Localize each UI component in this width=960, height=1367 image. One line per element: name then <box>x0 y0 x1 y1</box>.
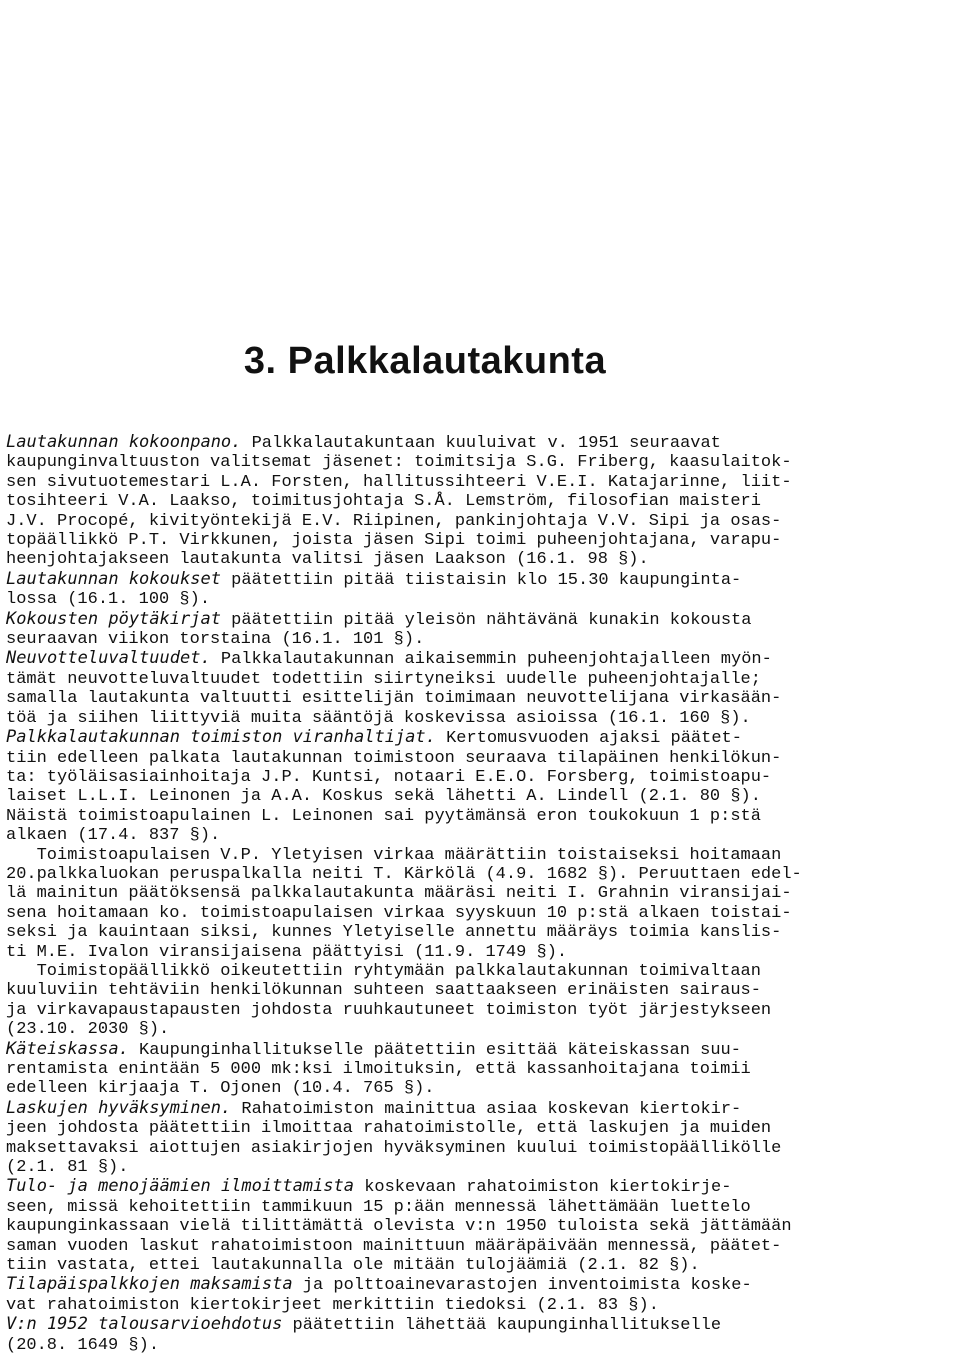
text-line <box>6 1079 951 1098</box>
line-text: seen, missä kehoitettiin tammikuun 15 p:ään mennessä lähettämään luettelo <box>6 1197 751 1217</box>
text-line <box>6 492 951 511</box>
line-text: Kaupunginhallitukselle päätettiin esittää käteiskassan suu- <box>128 1040 741 1060</box>
line-text: ti M.E. Ivalon viransijaisena päättyisi (11.9. 1749 §). <box>6 942 568 962</box>
text-line <box>6 1296 951 1315</box>
line-text: Palkkalautakunnan aikaisemmin puheenjohtajalleen myön- <box>210 650 772 670</box>
line-text: jeen johdosta päätettiin ilmoittaa rahatoimistolle, että laskujen ja muiden <box>6 1119 772 1139</box>
text-line <box>6 865 951 884</box>
text-line <box>6 1158 951 1177</box>
section-heading: Käteiskassa. <box>6 1038 129 1059</box>
text-line <box>6 1275 951 1295</box>
line-text: Palkkalautakuntaan kuuluivat v. 1951 seuraavat <box>241 434 721 453</box>
line-text: Rahatoimiston mainittua asiaa koskevan kiertokir- <box>231 1099 742 1119</box>
text-line <box>6 1237 951 1256</box>
text-line <box>6 570 951 590</box>
text-line <box>6 904 951 923</box>
text-line <box>6 1256 951 1275</box>
line-text: sen sivutuotemestari L.A. Forsten, hallitussihteeri V.E.I. Katajarinne, liit- <box>6 472 792 492</box>
line-text: kaupunginvaltuuston valitsemat jäsenet: toimitsija S.G. Friberg, kaasulaitok- <box>6 453 792 473</box>
text-line <box>6 709 951 728</box>
document-body <box>6 433 951 1355</box>
line-text: päätettiin pitää yleisön nähtävänä kunakin kokousta <box>220 610 752 630</box>
line-text: J.V. Procopé, kivityöntekijä E.V. Riipinen, pankinjohtaja V.V. Sipi ja osas- <box>6 511 782 531</box>
section-heading: Palkkalautakunnan toimiston viranhaltijat. <box>6 727 436 748</box>
line-text: laiset L.L.I. Leinonen ja A.A. Koskus sekä lähetti A. Lindell (2.1. 80 §). <box>6 787 761 807</box>
text-line <box>6 512 951 531</box>
line-text: alkaen (17.4. 837 §). <box>6 826 221 846</box>
text-line <box>6 943 951 962</box>
line-text: sena hoitamaan ko. toimistoapulaisen virkaa syyskuun 10 p:stä alkaen toistai- <box>6 903 792 923</box>
text-line <box>6 749 951 768</box>
line-text: päätettiin lähettää kaupunginhallitukselle <box>282 1316 722 1336</box>
line-text: Kertomusvuoden ajaksi päätet- <box>435 729 742 749</box>
text-line <box>6 670 951 689</box>
line-text: kaupunginkassaan vielä tilittämättä olevista v:n 1950 tuloista sekä jättämään <box>6 1217 792 1237</box>
section-heading: Tulo- ja menojäämien ilmoittamista <box>6 1176 354 1197</box>
text-line <box>6 884 951 903</box>
line-text: saman vuoden laskut rahatoimistoon mainittuun määräpäivään mennessä, päätet- <box>6 1236 782 1256</box>
section-heading: V:n 1952 talousarvioehdotus <box>6 1314 283 1335</box>
line-text: kuuluviin tehtäviin henkilökunnan suhteen saattaakseen erinäisten sairaus- <box>6 981 761 1001</box>
text-line <box>6 630 951 649</box>
line-text: lä mainitun päätöksensä palkkalautakunta määräsi neiti I. Grahnin viransijai- <box>6 884 792 904</box>
line-text: edelleen kirjaaja T. Ojonen (10.4. 765 §). <box>6 1079 435 1099</box>
text-line <box>6 1139 951 1158</box>
line-text: (23.10. 2030 §). <box>6 1020 170 1040</box>
text-line <box>6 531 951 550</box>
line-text: vat rahatoimiston kiertokirjeet merkittiin tiedoksi (2.1. 83 §). <box>6 1295 659 1315</box>
text-line <box>6 787 951 806</box>
section-heading: Tilapäispalkkojen maksamista <box>6 1274 293 1295</box>
line-text: (20.8. 1649 §). <box>6 1335 160 1355</box>
line-text: tämät neuvotteluvaltuudet todettiin siirtyneiksi uudelle puheenjohtajalle; <box>6 669 761 689</box>
text-line <box>6 981 951 1000</box>
line-text: ta: työläisasiainhoitaja J.P. Kuntsi, notaari E.E.O. Forsberg, toimistoapu- <box>6 767 772 787</box>
line-text: maksettavaksi aiottujen asiakirjojen hyväksyminen kuului toimistopäällikölle <box>6 1138 782 1158</box>
line-text: lossa (16.1. 100 §). <box>6 590 211 610</box>
line-text: tiin edelleen palkata lautakunnan toimistoon seuraava tilapäinen henkilökun- <box>6 748 782 768</box>
line-text: ja virkavapaustapausten johdosta ruuhkautuneet toimiston työt järjestykseen <box>6 1000 772 1020</box>
text-line <box>6 1315 951 1335</box>
line-text: seksi ja kauintaan siksi, kunnes Yletyiselle annettu määräys toimia kanslis- <box>6 923 782 943</box>
text-line <box>6 962 951 981</box>
text-line <box>6 1217 951 1236</box>
text-line <box>6 768 951 787</box>
line-text: Näistä toimistoapulainen L. Leinonen sai pyytämänsä eron toukokuun 1 p:stä <box>6 806 761 826</box>
text-line <box>6 433 951 453</box>
line-text: heenjohtajakseen lautakunta valitsi jäsen Laakson (16.1. 98 §). <box>6 550 649 570</box>
text-line <box>6 550 951 569</box>
text-line <box>6 728 951 748</box>
line-text: Toimistopäällikkö oikeutettiin ryhtymään palkkalautakunnan toimivaltaan <box>6 961 761 981</box>
page-title: 3. Palkkalautakunta <box>243 340 607 382</box>
section-heading: Laskujen hyväksyminen. <box>6 1097 232 1118</box>
line-text: päätettiin pitää tiistaisin klo 15.30 kaupunginta- <box>220 570 742 590</box>
text-line <box>6 1336 951 1355</box>
text-line <box>6 846 951 865</box>
text-line <box>6 1119 951 1138</box>
line-text: tosihteeri V.A. Laakso, toimitusjohtaja S.Å. Lemström, filosofian maisteri <box>6 492 761 512</box>
line-text: samalla lautakunta valtuutti esittelijän toimimaan neuvottelijana virkasään- <box>6 689 782 709</box>
section-heading: Lautakunnan kokoonpano. <box>6 432 242 452</box>
line-text: tiin vastata, ettei lautakunnalla ole mitään tulojäämiä (2.1. 82 §). <box>6 1256 700 1276</box>
line-text: rentamista enintään 5 000 mk:ksi ilmoituksin, että kassanhoitajana toimii <box>6 1060 751 1079</box>
line-text: koskevaan rahatoimiston kiertokirje- <box>354 1178 732 1198</box>
line-text: ja polttoainevarastojen inventoimista koske- <box>292 1276 752 1296</box>
line-text: topäällikkö P.T. Virkkunen, joista jäsen Sipi toimi puheenjohtajana, varapu- <box>6 531 782 551</box>
text-line <box>6 610 951 630</box>
line-text: töä ja siihen liittyviä muita sääntöjä koskevissa asioissa (16.1. 160 §). <box>6 708 751 728</box>
text-line <box>6 649 951 669</box>
text-line <box>6 453 951 472</box>
line-text: 20.palkkaluokan peruspalkalla neiti T. Kärkölä (4.9. 1682 §). Peruuttaen edel- <box>6 864 802 884</box>
line-text: Toimistoapulaisen V.P. Yletyisen virkaa määrättiin toistaiseksi hoitamaan <box>6 845 782 865</box>
text-line <box>6 1040 951 1060</box>
text-line <box>6 1099 951 1119</box>
text-line <box>6 1177 951 1197</box>
text-line <box>6 590 951 609</box>
text-line <box>6 1198 951 1217</box>
text-line <box>6 923 951 942</box>
text-line <box>6 473 951 492</box>
text-line <box>6 689 951 708</box>
text-line <box>6 807 951 826</box>
text-line <box>6 826 951 845</box>
line-text: (2.1. 81 §). <box>6 1158 129 1178</box>
line-text: seuraavan viikon torstaina (16.1. 101 §). <box>6 630 425 650</box>
section-heading: Neuvotteluvaltuudet. <box>6 648 211 669</box>
section-heading: Kokousten pöytäkirjat <box>6 608 221 629</box>
text-line <box>6 1060 951 1079</box>
text-line <box>6 1001 951 1020</box>
section-heading: Lautakunnan kokoukset <box>6 568 221 589</box>
text-line <box>6 1020 951 1039</box>
